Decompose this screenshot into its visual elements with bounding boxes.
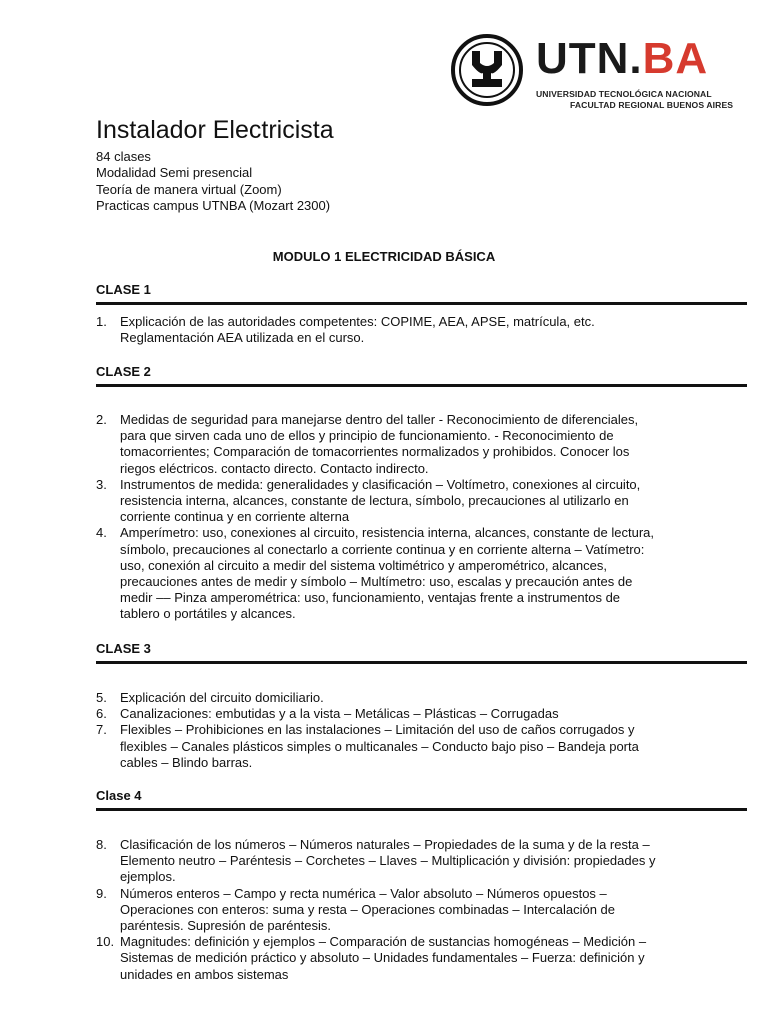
- section-clase-3: [96, 641, 746, 664]
- item-number: 1.: [96, 314, 107, 329]
- list-item: [96, 314, 656, 346]
- item-text: Explicación de las autoridades competentes: COPIME, AEA, APSE, matrícula, etc. Reglamentación AEA utilizada en el curso.: [120, 314, 595, 346]
- clase-1-items: [96, 314, 656, 346]
- section-label: Clase 4: [96, 788, 142, 803]
- item-number: 6.: [96, 706, 107, 722]
- item-text: Números enteros – Campo y recta numérica – Valor absoluto – Números opuestos – Operaciones con enteros: suma y resta – Operaciones combinadas – Intercalación de paréntesis. Supresión de paréntesis.: [120, 885, 615, 934]
- course-info: [96, 149, 330, 215]
- item-text: Magnitudes: definición y ejemplos – Comparación de sustancias homogéneas – Medición – Sistemas de medición práctico y absoluto – Unidades fundamentales – Fuerza: definición y unidades en ambos sistemas: [120, 934, 647, 982]
- item-number: 2.: [96, 412, 107, 427]
- logo-wordmark: [536, 34, 708, 84]
- list-item: [96, 412, 656, 477]
- section-label: CLASE 2: [96, 364, 151, 379]
- item-number: 10.: [96, 934, 115, 950]
- item-text: Amperímetro: uso, conexiones al circuito, resistencia interna, alcances, constante de lectura, símbolo, precauciones al conectarlo a corriente continua y en corriente alterna – Vatímetro: uso, conexión al circuito a medir del sistema voltimétrico y amperométrico, alcances, precauciones antes de medir y símbolo – Multímetro: uso, escalas y precaución antes de medir –– Pinza amperométrica: uso, funcionamiento, ventajas frente a instrumentos de tablero o portátiles y alcances.: [120, 525, 654, 622]
- utn-ba-logo: [450, 32, 734, 114]
- section-divider: [96, 661, 747, 664]
- document-title: Instalador Electricista: [96, 116, 334, 144]
- list-item: [96, 722, 656, 771]
- section-clase-2: [96, 364, 746, 387]
- item-number: 9.: [96, 885, 107, 901]
- section-label: CLASE 1: [96, 282, 151, 297]
- item-text: Instrumentos de medida: generalidades y clasificación – Voltímetro, conexiones al circuito, resistencia interna, alcances, constante de lectura, símbolo, precauciones al utilizarlo en corriente continua y en corriente alterna: [120, 476, 641, 525]
- section-divider: [96, 302, 747, 305]
- list-item: [96, 690, 656, 706]
- logo-word-accent: BA: [642, 34, 709, 83]
- module-title: MODULO 1 ELECTRICIDAD BÁSICA: [272, 249, 496, 264]
- logo-word-main: UTN.: [536, 34, 643, 83]
- item-text: Canalizaciones: embutidas y a la vista – Metálicas – Plásticas – Corrugadas: [120, 706, 559, 722]
- section-divider: [96, 808, 747, 811]
- section-label: CLASE 3: [96, 641, 151, 656]
- list-item: [96, 837, 656, 886]
- section-clase-4: [96, 788, 746, 811]
- list-item: [96, 525, 656, 622]
- info-line-practice: Practicas campus UTNBA (Mozart 2300): [96, 198, 331, 214]
- list-item: [96, 706, 656, 722]
- item-text: Medidas de seguridad para manejarse dentro del taller - Reconocimiento de diferenciales, para que sirven cada uno de ellos y principio de funcionamiento. - Reconocimiento de tomacorrientes; Comparación de tomacorrientes normalizados y prohibidos. Conocer los riegos eléctricos. contacto directo. Contacto indirecto.: [120, 412, 639, 476]
- info-line-classes: 84 clases: [96, 149, 151, 164]
- item-number: 7.: [96, 722, 107, 738]
- clase-2-items: [96, 412, 656, 623]
- section-clase-1: [96, 282, 746, 305]
- info-line-theory: Teoría de manera virtual (Zoom): [96, 181, 282, 197]
- info-line-modality: Modalidad Semi presencial: [96, 165, 253, 181]
- item-number: 4.: [96, 525, 107, 541]
- list-item: [96, 477, 656, 526]
- item-text: Flexibles – Prohibiciones en las instalaciones – Limitación del uso de caños corrugados y flexibles – Canales plásticos simples o multicanales – Conducto bajo piso – Bandeja porta cables – Blindo barras.: [120, 722, 639, 770]
- clase-4-items: [96, 837, 656, 983]
- clase-3-items: [96, 690, 656, 771]
- item-text: Explicación del circuito domiciliario.: [120, 690, 324, 705]
- list-item: [96, 886, 656, 935]
- utn-emblem-icon: [450, 33, 524, 107]
- item-number: 8.: [96, 837, 107, 852]
- section-divider: [96, 384, 747, 387]
- logo-subtitle-faculty: FACULTAD REGIONAL BUENOS AIRES: [570, 100, 734, 110]
- list-item: [96, 934, 656, 983]
- logo-subtitle-university: UNIVERSIDAD TECNOLÓGICA NACIONAL: [536, 89, 712, 99]
- item-number: 3.: [96, 476, 107, 492]
- item-number: 5.: [96, 690, 107, 705]
- item-text: Clasificación de los números – Números naturales – Propiedades de la suma y de la resta – Elemento neutro – Paréntesis – Corchetes – Llaves – Multiplicación y división: propiedades y ejemplos.: [120, 837, 656, 885]
